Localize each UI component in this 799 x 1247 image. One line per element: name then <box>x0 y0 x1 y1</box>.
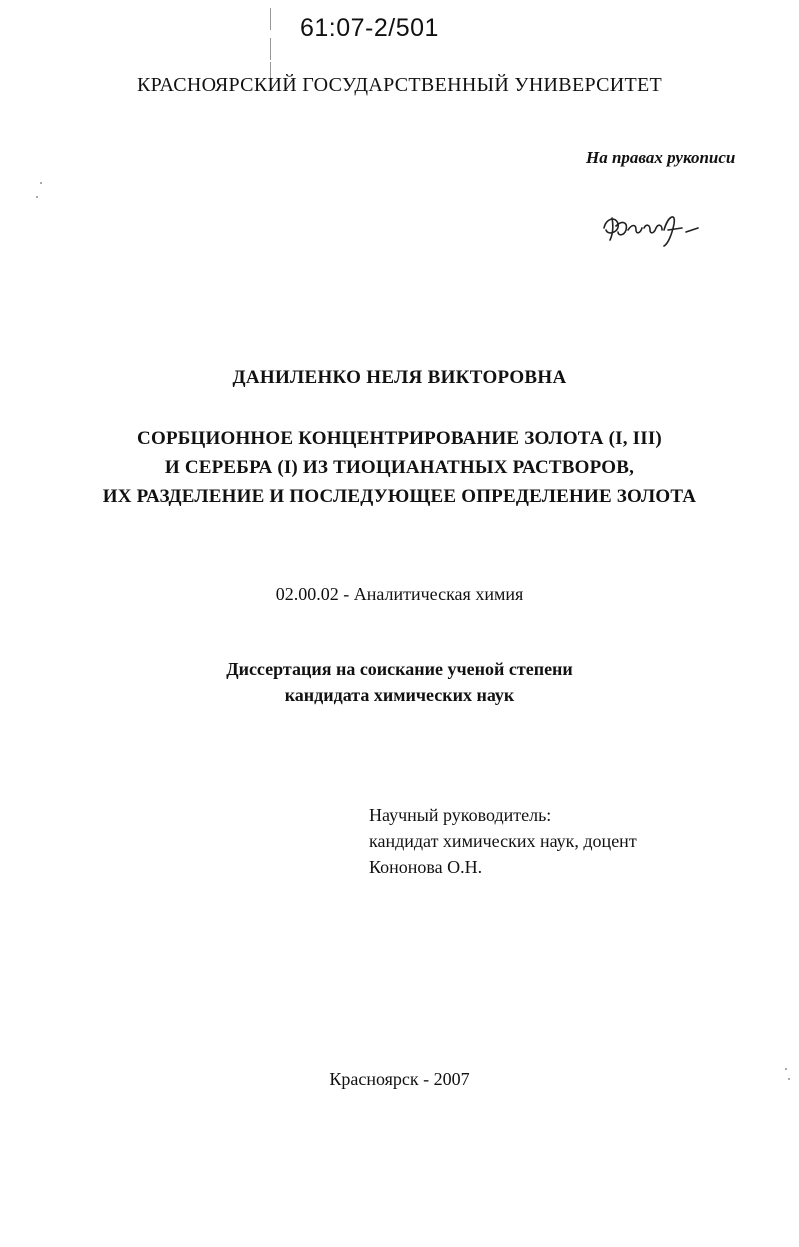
thesis-title-line: СОРБЦИОННОЕ КОНЦЕНТРИРОВАНИЕ ЗОЛОТА (I, III) <box>137 428 662 449</box>
degree-statement <box>0 656 799 708</box>
manuscript-rights-note: На правах рукописи <box>586 148 736 167</box>
university-name: КРАСНОЯРСКИЙ ГОСУДАРСТВЕННЫЙ УНИВЕРСИТЕТ <box>136 74 663 96</box>
supervisor-name: Кононова О.Н. <box>369 857 483 877</box>
specialty-code: 02.00.02 - Аналитическая химия <box>275 584 524 604</box>
scan-speck <box>36 196 38 198</box>
archive-code: 61:07-2/501 <box>300 14 439 42</box>
city-year: Красноярск - 2007 <box>329 1069 470 1089</box>
scan-speck <box>40 182 42 184</box>
thesis-title <box>0 424 799 511</box>
thesis-title-line: И СЕРЕБРА (I) ИЗ ТИОЦИАНАТНЫХ РАСТВОРОВ, <box>164 457 635 478</box>
author-name: ДАНИЛЕНКО НЕЛЯ ВИКТОРОВНА <box>232 367 567 388</box>
author-signature <box>598 206 708 250</box>
scan-mark <box>270 38 271 60</box>
supervisor-label: Научный руководитель: <box>369 805 552 825</box>
supervisor-title: кандидат химических наук, доцент <box>369 831 637 851</box>
scan-mark <box>270 8 271 30</box>
supervisor-block <box>369 802 637 880</box>
degree-line: Диссертация на соискание ученой степени <box>226 659 573 679</box>
degree-line: кандидата химических наук <box>284 685 515 705</box>
thesis-title-line: ИХ РАЗДЕЛЕНИЕ И ПОСЛЕДУЮЩЕЕ ОПРЕДЕЛЕНИЕ ЗОЛОТА <box>102 486 697 507</box>
